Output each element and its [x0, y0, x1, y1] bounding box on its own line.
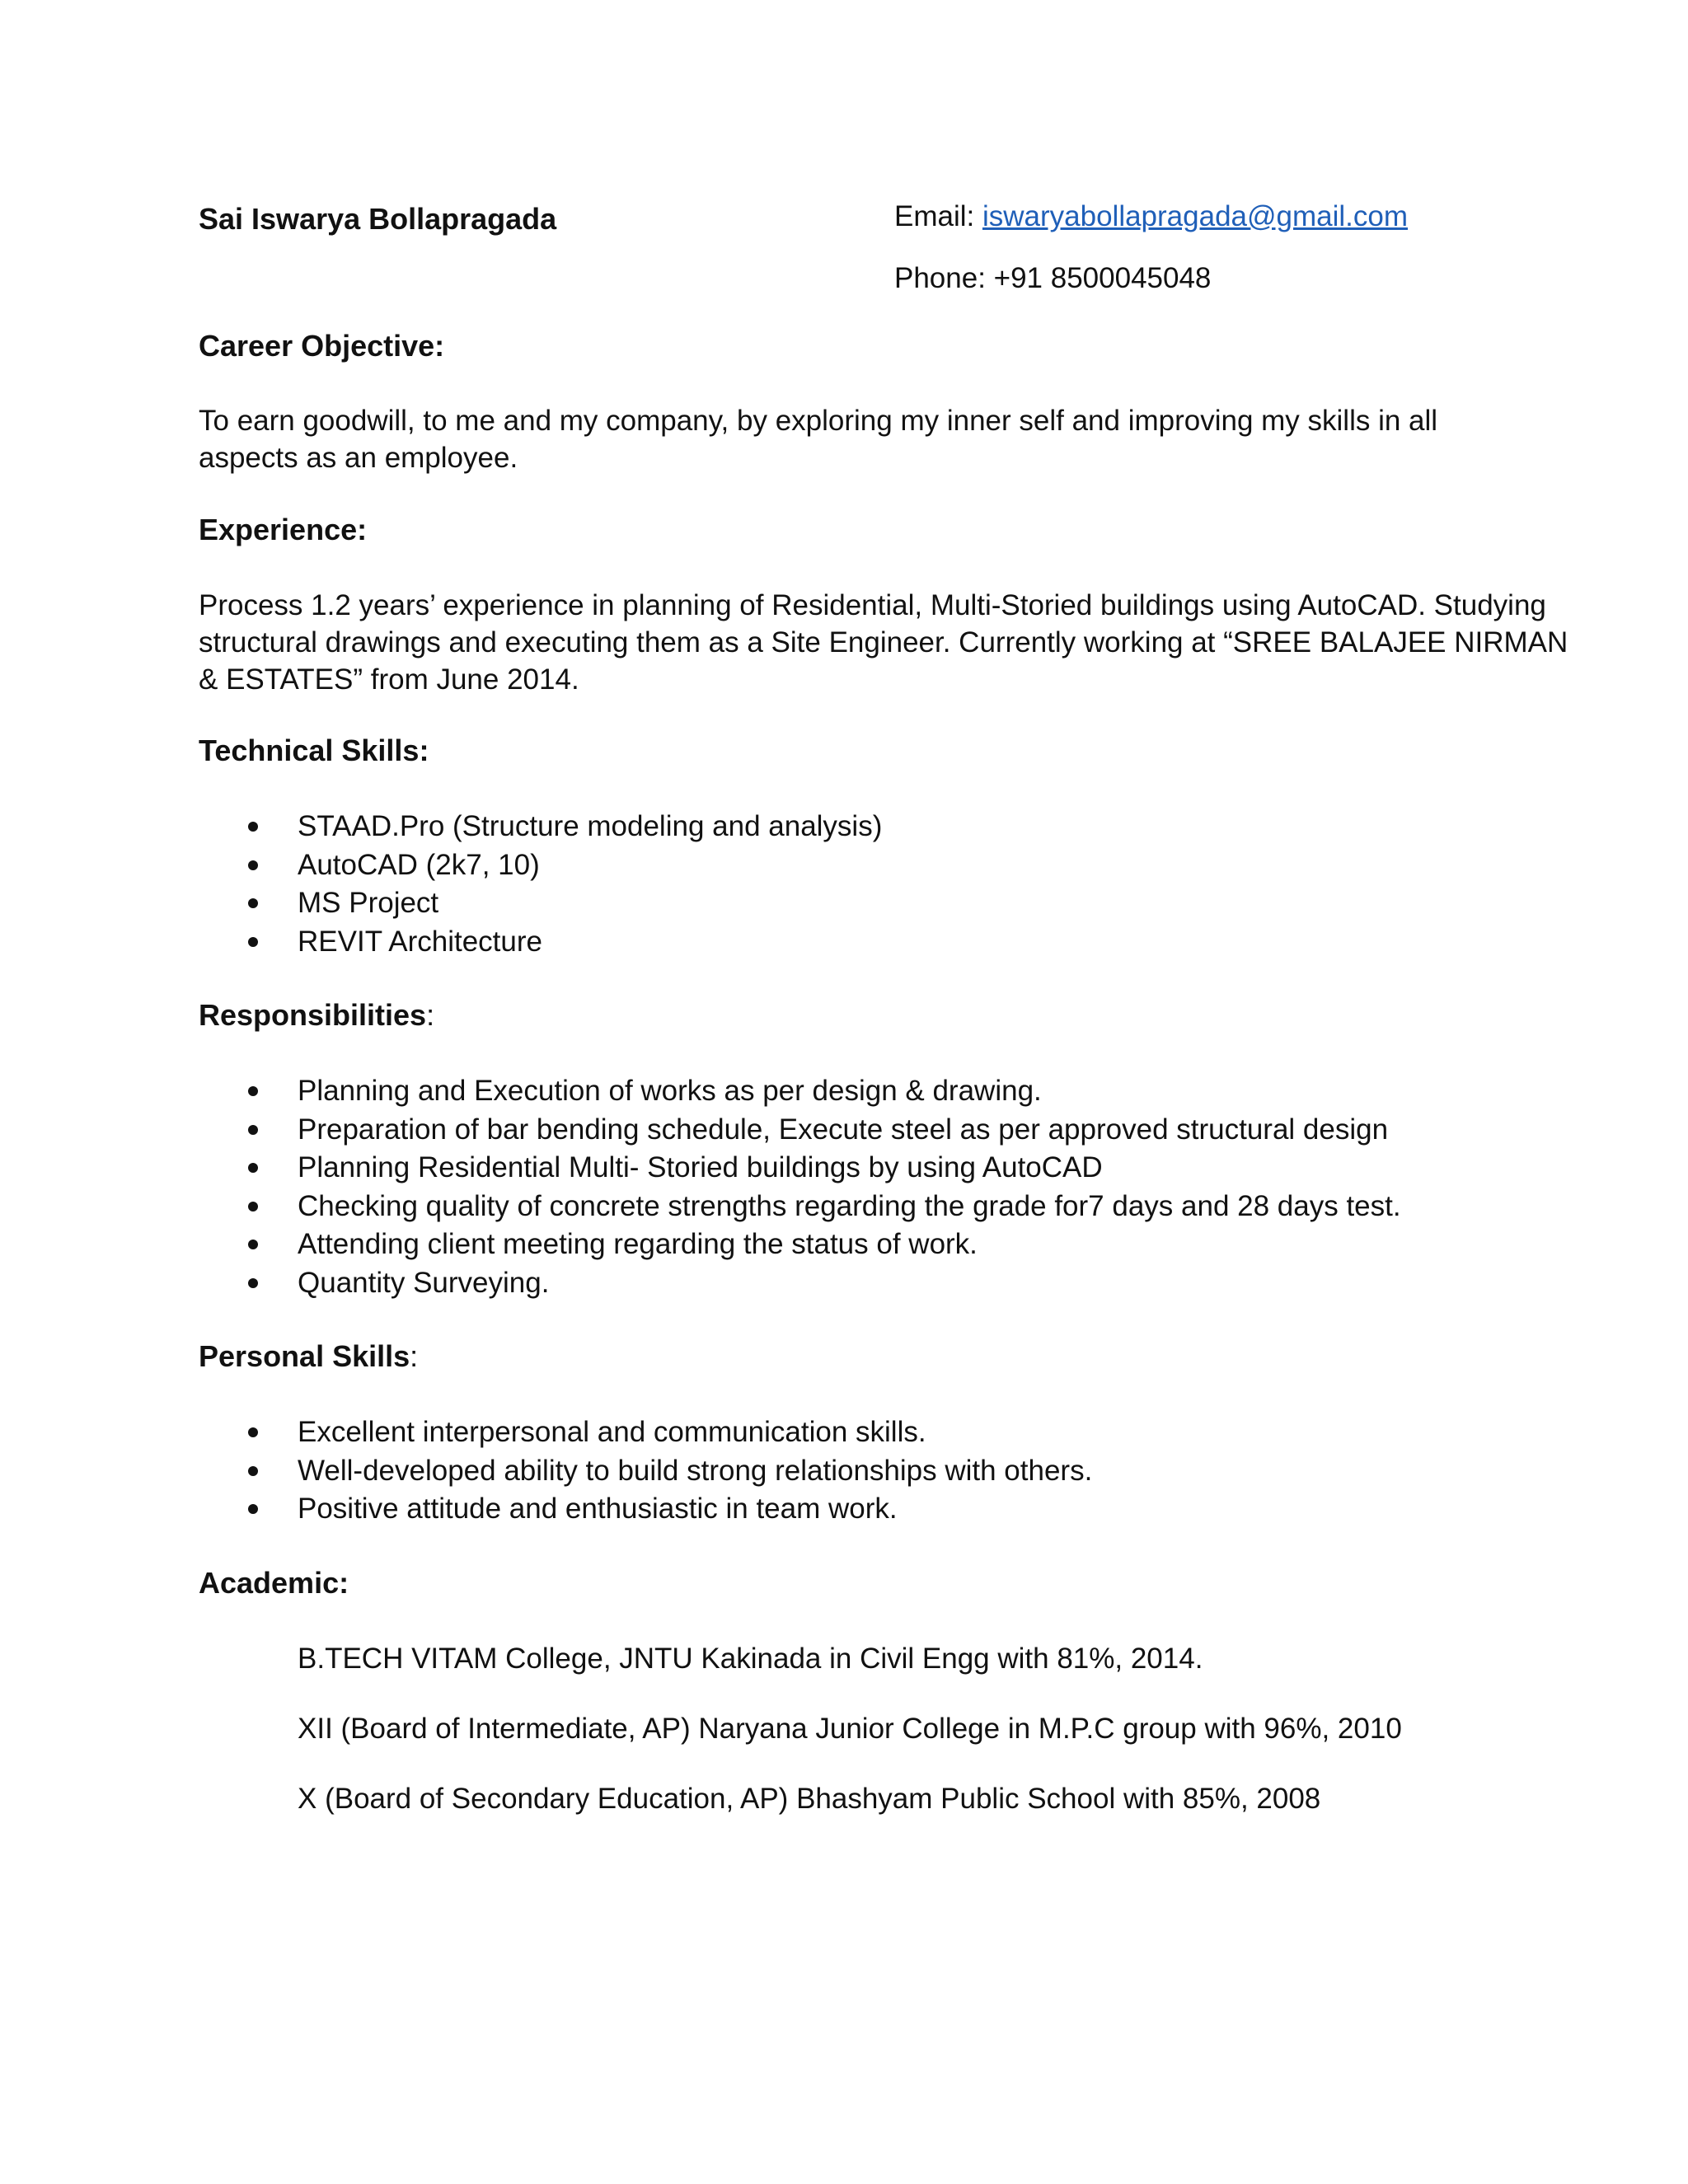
- list-item-text: Well-developed ability to build strong relationships with others.: [298, 1454, 1093, 1487]
- list-item: [199, 1111, 1401, 1150]
- list-item-text: REVIT Architecture: [298, 925, 542, 958]
- bullet-icon: [248, 1466, 258, 1476]
- academic-entry: B.TECH VITAM College, JNTU Kakinada in Civil Engg with 81%, 2014.: [298, 1643, 1203, 1675]
- experience-heading: Experience:: [199, 513, 368, 546]
- experience-text: [199, 587, 1568, 698]
- career-objective-line: aspects as an employee.: [199, 442, 518, 474]
- experience-line: & ESTATES” from June 2014.: [199, 663, 579, 696]
- list-item: [199, 884, 882, 923]
- career-objective-text: [199, 402, 1501, 476]
- list-item: [199, 1490, 1092, 1529]
- list-item-text: Planning Residential Multi- Storied buildings by using AutoCAD: [298, 1151, 1103, 1183]
- list-item-text: AutoCAD (2k7, 10): [298, 848, 540, 881]
- list-item: [199, 1226, 1401, 1264]
- academic-entry: XII (Board of Intermediate, AP) Naryana Junior College in M.P.C group with 96%, 2010: [298, 1713, 1402, 1745]
- responsibilities-heading: [199, 996, 434, 1034]
- career-objective-line: To earn goodwill, to me and my company, by exploring my inner self and improving my skills in all: [199, 405, 1438, 437]
- email-link[interactable]: iswaryabollapragada@gmail.com: [982, 200, 1409, 232]
- list-item: [199, 1413, 1092, 1452]
- list-item-text: Checking quality of concrete strengths regarding the grade for7 days and 28 days test.: [298, 1189, 1401, 1222]
- bullet-icon: [248, 1202, 258, 1212]
- bullet-icon: [248, 860, 258, 870]
- list-item: [199, 1188, 1401, 1226]
- list-item: [199, 1452, 1092, 1491]
- email-label: Email:: [894, 200, 982, 232]
- bullet-icon: [248, 1240, 258, 1249]
- personal-skills-heading: [199, 1338, 418, 1376]
- personal-skills-list: [199, 1413, 1092, 1529]
- academic-entry: X (Board of Secondary Education, AP) Bhashyam Public School with 85%, 2008: [298, 1783, 1321, 1815]
- email-line: [894, 198, 1408, 236]
- technical-skills-list: [199, 808, 882, 961]
- bullet-icon: [248, 1504, 258, 1514]
- list-item-text: Excellent interpersonal and communication skills.: [298, 1416, 926, 1448]
- list-item: [199, 1149, 1401, 1188]
- list-item-text: Positive attitude and enthusiastic in team work.: [298, 1493, 898, 1525]
- career-objective-heading: Career Objective:: [199, 329, 445, 363]
- list-item: [199, 846, 882, 885]
- list-item: [199, 1264, 1401, 1303]
- bullet-icon: [248, 1427, 258, 1437]
- bullet-icon: [248, 898, 258, 908]
- list-item: [199, 1072, 1401, 1111]
- personal-skills-heading-text: Personal Skills: [199, 1339, 410, 1373]
- bullet-icon: [248, 822, 258, 832]
- bullet-icon: [248, 1086, 258, 1096]
- experience-line: structural drawings and executing them as a Site Engineer. Currently working at “SREE BALAJEE NIRMAN: [199, 626, 1568, 658]
- responsibilities-list: [199, 1072, 1401, 1302]
- candidate-name: Sai Iswarya Bollapragada: [199, 202, 557, 236]
- technical-skills-heading: Technical Skills:: [199, 733, 429, 767]
- list-item-text: Planning and Execution of works as per design & drawing.: [298, 1075, 1042, 1107]
- bullet-icon: [248, 1163, 258, 1173]
- list-item: [199, 808, 882, 846]
- bullet-icon: [248, 1278, 258, 1288]
- list-item-text: STAAD.Pro (Structure modeling and analysis): [298, 810, 883, 842]
- phone-line: Phone: +91 8500045048: [894, 262, 1212, 294]
- bullet-icon: [248, 937, 258, 947]
- bullet-icon: [248, 1125, 258, 1135]
- responsibilities-heading-text: Responsibilities: [199, 998, 427, 1032]
- heading-colon: :: [426, 998, 435, 1032]
- list-item-text: Quantity Surveying.: [298, 1266, 550, 1299]
- list-item-text: Preparation of bar bending schedule, Execute steel as per approved structural design: [298, 1113, 1389, 1146]
- experience-line: Process 1.2 years’ experience in planning of Residential, Multi-Storied buildings using AutoCAD. Studying: [199, 589, 1546, 621]
- heading-colon: :: [410, 1339, 419, 1373]
- list-item-text: Attending client meeting regarding the status of work.: [298, 1228, 978, 1260]
- list-item: [199, 923, 882, 962]
- list-item-text: MS Project: [298, 887, 439, 919]
- academic-heading: Academic:: [199, 1566, 349, 1600]
